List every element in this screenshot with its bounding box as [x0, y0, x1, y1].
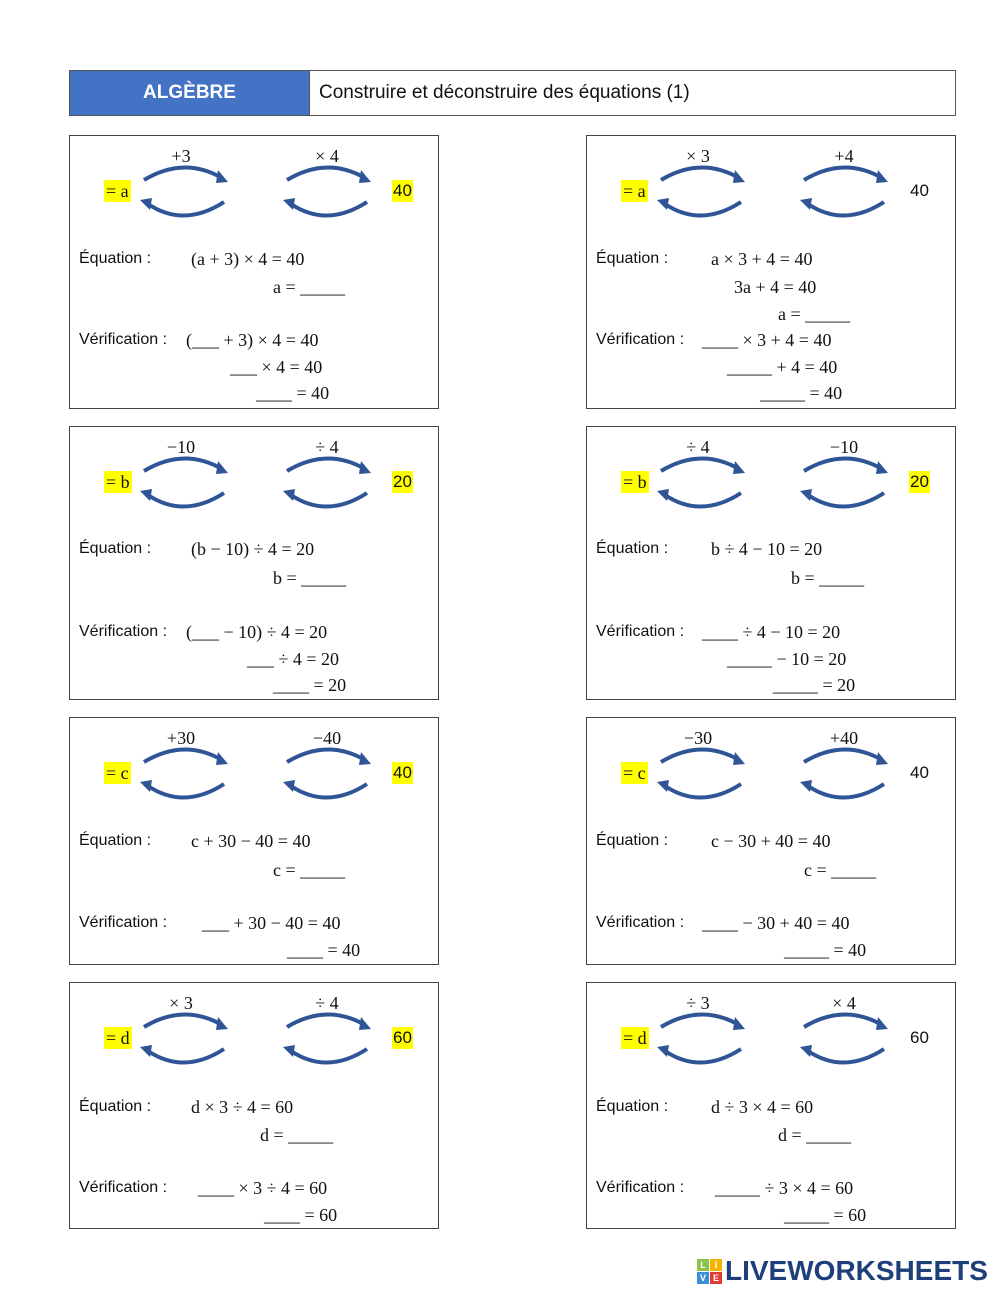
variable-highlight: = a [623, 181, 646, 201]
variable-highlight: = d [623, 1028, 647, 1048]
cycle-arrows-icon [655, 453, 747, 511]
operation-1-label: × 3 [169, 993, 193, 1013]
line-label: Équation : [79, 832, 152, 849]
operation-2-label: × 4 [832, 993, 856, 1013]
worksheet-header [69, 70, 956, 116]
cycle-arrows-icon [281, 1009, 373, 1067]
line-label: Vérification : [79, 914, 168, 931]
equation-line[interactable]: c = _____ [804, 860, 877, 880]
equation-line[interactable]: _____ + 4 = 40 [727, 357, 838, 377]
logo-text: LIVEWORKSHEETS [725, 1255, 988, 1286]
result-value: 20 [910, 472, 929, 491]
equation-line[interactable]: ___ + 30 − 40 = 40 [202, 913, 341, 933]
equation-line[interactable]: ____ = 60 [264, 1205, 338, 1225]
result-value: 20 [393, 472, 412, 491]
equation-line[interactable]: c − 30 + 40 = 40 [711, 831, 831, 851]
cycle-arrows-icon [281, 453, 373, 511]
line-label: Équation : [596, 1098, 669, 1115]
operation-1-label: −30 [683, 728, 713, 748]
equation-card [69, 717, 439, 965]
equation-line[interactable]: a × 3 + 4 = 40 [711, 249, 813, 269]
cycle-arrows-icon [138, 162, 230, 220]
logo-letter: V [697, 1272, 709, 1284]
equation-card [69, 135, 439, 409]
equation-card [586, 135, 956, 409]
equation-line[interactable]: (___ + 3) × 4 = 40 [186, 330, 319, 350]
equation-line[interactable]: c = _____ [273, 860, 346, 880]
equation-card [69, 426, 439, 700]
cycle-arrows-icon [138, 744, 230, 802]
operation-2-label: −10 [829, 437, 859, 457]
equation-line[interactable]: (___ − 10) ÷ 4 = 20 [186, 622, 328, 642]
equation-line[interactable]: c + 30 − 40 = 40 [191, 831, 311, 851]
logo-blocks-icon [697, 1259, 722, 1284]
variable-highlight: = b [623, 472, 647, 492]
operation-1-label: +30 [166, 728, 196, 748]
line-label: Équation : [596, 250, 669, 267]
operation-1-label: ÷ 4 [686, 437, 710, 457]
equation-line[interactable]: (b − 10) ÷ 4 = 20 [191, 539, 315, 559]
cycle-arrows-icon [138, 1009, 230, 1067]
equation-card [586, 717, 956, 965]
result-value: 40 [910, 763, 929, 782]
equation-line[interactable]: d ÷ 3 × 4 = 60 [711, 1097, 814, 1117]
cycle-arrows-icon [655, 1009, 747, 1067]
variable-highlight: = c [623, 763, 646, 783]
operation-2-label: ÷ 4 [315, 437, 339, 457]
equation-line[interactable]: ____ = 40 [256, 383, 330, 403]
cycle-arrows-icon [655, 162, 747, 220]
line-label: Vérification : [596, 914, 685, 931]
equation-line[interactable]: ____ − 30 + 40 = 40 [702, 913, 850, 933]
equation-line[interactable]: d = _____ [778, 1125, 852, 1145]
operation-2-label: ÷ 4 [315, 993, 339, 1013]
logo-letter: L [697, 1259, 709, 1271]
line-label: Équation : [79, 1098, 152, 1115]
operation-2-label: +40 [829, 728, 859, 748]
cycle-arrows-icon [138, 453, 230, 511]
line-label: Vérification : [596, 1179, 685, 1196]
operation-1-label: +3 [171, 146, 191, 166]
line-label: Équation : [596, 540, 669, 557]
equation-line[interactable]: _____ − 10 = 20 [727, 649, 847, 669]
equation-line[interactable]: ___ × 4 = 40 [230, 357, 323, 377]
equation-line[interactable]: _____ = 40 [784, 940, 867, 960]
equation-line[interactable]: _____ = 40 [760, 383, 843, 403]
line-label: Vérification : [79, 623, 168, 640]
logo-letter: I [710, 1259, 722, 1271]
logo-letter: E [710, 1272, 722, 1284]
equation-line[interactable]: ___ ÷ 4 = 20 [247, 649, 340, 669]
operation-1-label: ÷ 3 [686, 993, 710, 1013]
result-value: 40 [393, 763, 412, 782]
line-label: Équation : [596, 832, 669, 849]
variable-highlight: = c [106, 763, 129, 783]
operation-2-label: × 4 [315, 146, 339, 166]
line-label: Équation : [79, 540, 152, 557]
equation-line[interactable]: b ÷ 4 − 10 = 20 [711, 539, 823, 559]
cycle-arrows-icon [798, 1009, 890, 1067]
equation-card [69, 982, 439, 1229]
equation-line[interactable]: a = _____ [778, 304, 851, 324]
equation-card [586, 982, 956, 1229]
equation-line[interactable]: ____ × 3 + 4 = 40 [702, 330, 832, 350]
cycle-arrows-icon [281, 744, 373, 802]
operation-1-label: −10 [166, 437, 196, 457]
result-value: 60 [910, 1028, 929, 1047]
line-label: Équation : [79, 250, 152, 267]
equation-line[interactable]: ____ ÷ 4 − 10 = 20 [702, 622, 841, 642]
line-label: Vérification : [596, 331, 685, 348]
equation-line[interactable]: ____ = 40 [287, 940, 361, 960]
equation-line[interactable]: _____ = 20 [773, 675, 856, 695]
equation-line[interactable]: b = _____ [791, 568, 865, 588]
equation-line[interactable]: ____ = 20 [273, 675, 347, 695]
equation-card [586, 426, 956, 700]
equation-line[interactable]: ____ × 3 ÷ 4 = 60 [198, 1178, 328, 1198]
variable-highlight: = d [106, 1028, 130, 1048]
equation-line[interactable]: _____ = 60 [784, 1205, 867, 1225]
subject-label: ALGÈBRE [70, 71, 310, 115]
operation-2-label: −40 [312, 728, 342, 748]
cycle-arrows-icon [798, 162, 890, 220]
operation-1-label: × 3 [686, 146, 710, 166]
result-value: 40 [393, 181, 412, 200]
line-label: Vérification : [79, 1179, 168, 1196]
variable-highlight: = b [106, 472, 130, 492]
equation-line[interactable]: 3a + 4 = 40 [734, 277, 817, 297]
cycle-arrows-icon [798, 453, 890, 511]
line-label: Vérification : [596, 623, 685, 640]
result-value: 40 [910, 181, 929, 200]
equation-line[interactable]: d = _____ [260, 1125, 334, 1145]
result-value: 60 [393, 1028, 412, 1047]
cycle-arrows-icon [281, 162, 373, 220]
equation-line[interactable]: a = _____ [273, 277, 346, 297]
cycle-arrows-icon [798, 744, 890, 802]
worksheet-title: Construire et déconstruire des équations (1) [319, 82, 690, 103]
equation-line[interactable]: d × 3 ÷ 4 = 60 [191, 1097, 294, 1117]
operation-2-label: +4 [834, 146, 854, 166]
equation-line[interactable]: b = _____ [273, 568, 347, 588]
equation-line[interactable]: (a + 3) × 4 = 40 [191, 249, 305, 269]
line-label: Vérification : [79, 331, 168, 348]
variable-highlight: = a [106, 181, 129, 201]
equation-line[interactable]: _____ ÷ 3 × 4 = 60 [715, 1178, 854, 1198]
cycle-arrows-icon [655, 744, 747, 802]
liveworksheets-logo [697, 1255, 988, 1287]
